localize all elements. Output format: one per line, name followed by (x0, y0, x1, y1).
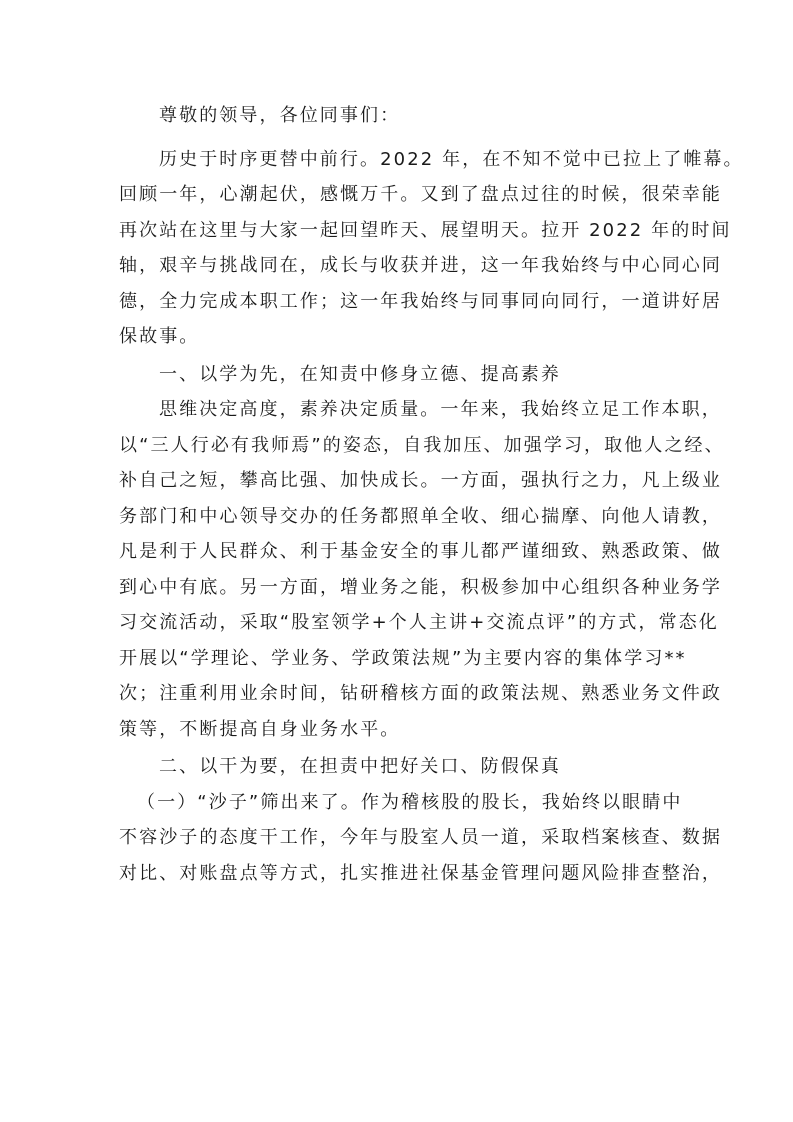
greeting (119, 98, 677, 134)
text-line: 次；注重利用业余时间，钻研稽核方面的政策法规、熟悉业务文件政 (119, 683, 722, 704)
text-line: 以“三人行必有我师焉”的姿态，自我加压、加强学习，取他人之经、 (119, 434, 725, 456)
text-line: （一）“沙子”筛出来了。作为稽核股的股长，我始终以眼睛中 (137, 791, 683, 813)
text-line: 保故事。 (119, 326, 200, 347)
heading-line: 一、以学为先，在知责中修身立德、提高素养 (159, 363, 561, 385)
text-line: 到心中有底。另一方面，增业务之能，积极参加中心组织各种业务学 (119, 576, 722, 598)
text-line: 凡是利于人民群众、利于基金安全的事儿都严谨细致、熟悉政策、做 (119, 541, 722, 562)
text-line: 再次站在这里与大家一起回望昨天、展望明天。拉开 2022 年的时间 (119, 219, 732, 241)
section-2-heading (119, 749, 677, 785)
text-line: 德，全力完成本职工作；这一年我始终与同事同向同行，一道讲好居 (119, 290, 722, 312)
section-1-heading (119, 357, 677, 393)
document-body (119, 98, 744, 891)
text-line: 轴，艰辛与挑战同在，成长与收获并进，这一年我始终与中心同心同 (119, 255, 722, 276)
intro-paragraph (119, 142, 744, 355)
text-line: 思维决定高度，素养决定质量。一年来，我始终立足工作本职， (159, 399, 722, 420)
heading-line: 二、以干为要，在担责中把好关口、防假保真 (159, 756, 561, 777)
text-line: 开展以“学理论、学业务、学政策法规”为主要内容的集体学习** (119, 647, 687, 669)
text-line: 务部门和中心领导交办的任务都照单全收、细心揣摩、向他人请教， (119, 505, 722, 527)
text-line: 补自己之短，攀高比强、加快成长。一方面，强执行之力，凡上级业 (119, 470, 722, 491)
text-line: 回顾一年，心潮起伏，感慨万千。又到了盘点过往的时候，很荣幸能 (119, 184, 722, 205)
text-line: 习交流活动，采取“股室领学+个人主讲+交流点评”的方式，常态化 (119, 612, 719, 633)
text-line: 不容沙子的态度干工作，今年与股室人员一道，采取档案核查、数据 (119, 827, 722, 848)
section-2-sub-1-paragraph (119, 785, 722, 892)
section-1-paragraph (119, 392, 725, 747)
text-line: 对比、对账盘点等方式，扎实推进社保基金管理问题风险排查整治， (119, 862, 722, 884)
text-line: 策等，不断提高自身业务水平。 (119, 718, 401, 740)
greeting-line: 尊敬的领导，各位同事们： (159, 105, 401, 126)
text-line: 历史于时序更替中前行。2022 年，在不知不觉中已拉上了帷幕。 (159, 148, 744, 170)
